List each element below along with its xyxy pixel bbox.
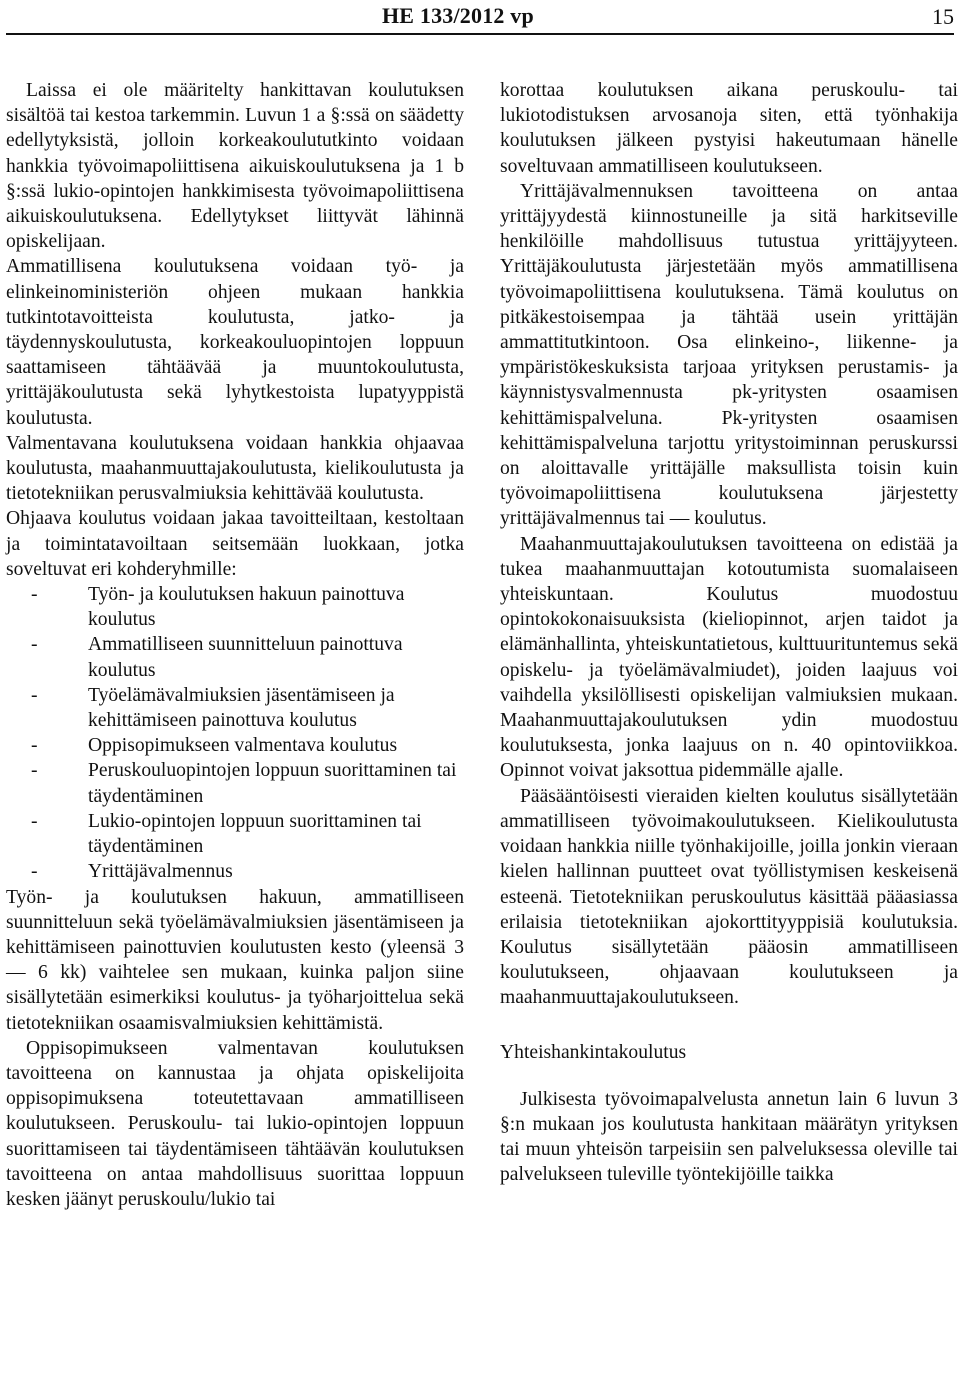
- list-item: [6, 683, 464, 733]
- list-dash: -: [31, 684, 38, 706]
- left-column: [6, 78, 464, 1212]
- paragraph: Laissa ei ole määritelty hankittavan koulutuksen sisältöä tai kestoa tarkemmin. Luvun 1 a §:ssä on säädetty edellytyksistä, jolloin korkeakoulututkinto voidaan hankkia työvoimapoliittisena aikuiskoulutuksena ja 1 b §:ssä lukio-opintojen hankkimisesta työvoimapoliittisena aikuiskoulutuksena. Edellytykset liittyvät lähinnä opiskelijaan.: [6, 80, 464, 253]
- paragraph: Ohjaava koulutus voidaan jakaa tavoitteiltaan, kestoltaan ja toimintatavoiltaan seitsemään luokkaan, jotka soveltuvat eri kohderyhmille:: [6, 508, 464, 580]
- list-dash: -: [31, 735, 38, 757]
- paragraph: Julkisesta työvoimapalvelusta annetun lain 6 luvun 3 §:n mukaan jos koulutusta hankitaan määrätyn yrityksen tai muun yhteisön tarpeisiin sen palveluksessa oleville tai palvelukseen tuleville työntekijöille taikka: [500, 1088, 958, 1186]
- list-item-text: Lukio-opintojen loppuun suorittaminen tai täydentäminen: [88, 810, 422, 858]
- list-item: [6, 859, 464, 884]
- list-item: [6, 582, 464, 632]
- list-dash: -: [31, 861, 38, 883]
- list-item-text: Työelämävalmiuksien jäsentämiseen ja kehittämiseen painottuva koulutus: [88, 684, 395, 732]
- list-item-text: Ammatilliseen suunnitteluun painottuva koulutus: [88, 634, 403, 681]
- right-column: [500, 78, 958, 1188]
- paragraph: korottaa koulutuksen aikana peruskoulu- tai lukiotodistuksen arvosanoja siten, että työnhakija koulutuksen jälkeen pystyisi hakeutumaan hänelle soveltuvaan ammatilliseen koulutukseen.: [500, 80, 958, 177]
- list-dash: -: [31, 760, 38, 782]
- list-dash: -: [31, 584, 38, 606]
- target-group-list: [6, 582, 464, 884]
- header-rule: [6, 33, 954, 35]
- paragraph: Valmentavana koulutuksena voidaan hankkia ohjaavaa koulutusta, maahanmuuttajakoulutusta, kielikoulutusta ja tietotekniikan perusvalmiuksia kehittävää koulutusta.: [6, 432, 464, 505]
- list-item: [6, 733, 464, 758]
- paragraph: Työn- ja koulutuksen hakuun, ammatilliseen suunnitteluun sekä työelämävalmiuksien jäsentämiseen ja kehittämiseen painottuvien koulutusten kesto (yleensä 3 — 6 kk) vaihtelee sen mukaan, kuinka paljon siine sisällytetään esimerkiksi koulutus- ja työharjoittelua sekä tietotekniikan osaamisvalmiuksien kehittämistä.: [6, 886, 464, 1034]
- paragraph: Ammatillisena koulutuksena voidaan työ- ja elinkeinoministeriön ohjeen mukaan hankkia tutkintotavoitteista koulutusta, jatko- ja täydennyskoulutusta, korkeakouluopintojen loppuun saattamiseen tähtäävää ja muuntokoulutusta, yrittäjäkoulutusta sekä lyhytkestoista lupatyyppistä koulutusta.: [6, 256, 464, 429]
- list-item-text: Yrittäjävalmennus: [88, 861, 233, 883]
- list-item-text: Oppisopimukseen valmentava koulutus: [88, 735, 398, 757]
- paragraph: Pääsääntöisesti vieraiden kielten koulutus sisällytetään ammatilliseen työvoimakoulutukseen. Kielikoulutusta voidaan hankkia niille työnhakijoille, joilla jonkin vieraan kielen hallinnan puutteet ovat työllistymisen keskeisenä esteenä. Tietotekniikan peruskoulutus käsittää pääasiassa erilaisia tietotekniikan ajokorttityyppisiä koulutuksia. Koulutus sisällytetään pääosin ammatilliseen koulutukseen, ohjaavaan koulutukseen ja maahanmuuttajakoulutukseen.: [500, 785, 958, 1009]
- paragraph: Maahanmuuttajakoulutuksen tavoitteena on edistää ja tukea maahanmuuttajan kotoutumista suomalaiseen yhteiskuntaan. Koulutus muodostuu opintokokonaisuuksista (kieliopinnot, arjen taidot ja elämänhallinta, yhteiskuntatietous, kulttuurituntemus sekä opiskelu- ja työelämävalmiudet), joiden laajuus voi vaihdella yksilöllisesti opiskelijan valmiuksien mukaan. Maahanmuuttajakoulutuksen ydin muodostuu koulutuksesta, jonka laajuus on n. 40 opintoviikkoa. Opinnot voivat jaksottua pidemmälle ajalle.: [500, 533, 958, 782]
- paragraph: Oppisopimukseen valmentavan koulutuksen tavoitteena on kannustaa ja ohjata opiskelijoita oppisopimuksena toteutettavaan ammatilliseen koulutukseen. Peruskoulu- tai lukio-opintojen loppuun suorittamiseen tai täydentämiseen tähtäävän koulutuksen tavoitteena on antaa mahdollisuus suorittaa loppuun kesken jäänyt peruskoulu/lukio tai: [6, 1037, 464, 1210]
- list-item: [6, 758, 464, 808]
- document-id: HE 133/2012 vp: [382, 3, 534, 28]
- section-heading: Yhteishankintakoulutus: [500, 1041, 687, 1063]
- page-header: [0, 0, 960, 34]
- page-number: 15: [932, 4, 954, 29]
- paragraph: Yrittäjävalmennuksen tavoitteena on antaa yrittäjyydestä kiinnostuneille ja sitä harkitseville henkilöille mahdollisuus tutustua yrittäjyyteen. Yrittäjäkoulutusta järjestetään myös ammatillisena työvoimapoliittisena koulutuksena. Tämä koulutus on pitkäkestoisempaa ja tähtää usein yrittäjän ammattitutkintoon. Osa elinkeino-, liikenne- ja ympäristökeskuksista tarjoaa yrityksen perustamis- ja käynnistysvalmennusta pk-yritysten osaamisen kehittämispalveluna. Pk-yritysten osaamisen kehittämispalveluna tarjottu yritystoiminnan peruskurssi on aloittavalle yrittäjälle maksullista toisin kuin työvoimapoliittisena koulutuksena järjestetty yrittäjävalmennus tai — koulutus.: [500, 180, 958, 530]
- list-item: [6, 809, 464, 859]
- list-dash: -: [31, 810, 38, 832]
- list-item-text: Työn- ja koulutuksen hakuun painottuva koulutus: [88, 584, 405, 631]
- list-item: [6, 632, 464, 682]
- list-dash: -: [31, 634, 38, 656]
- list-item-text: Peruskouluopintojen loppuun suorittaminen tai täydentäminen: [88, 760, 457, 807]
